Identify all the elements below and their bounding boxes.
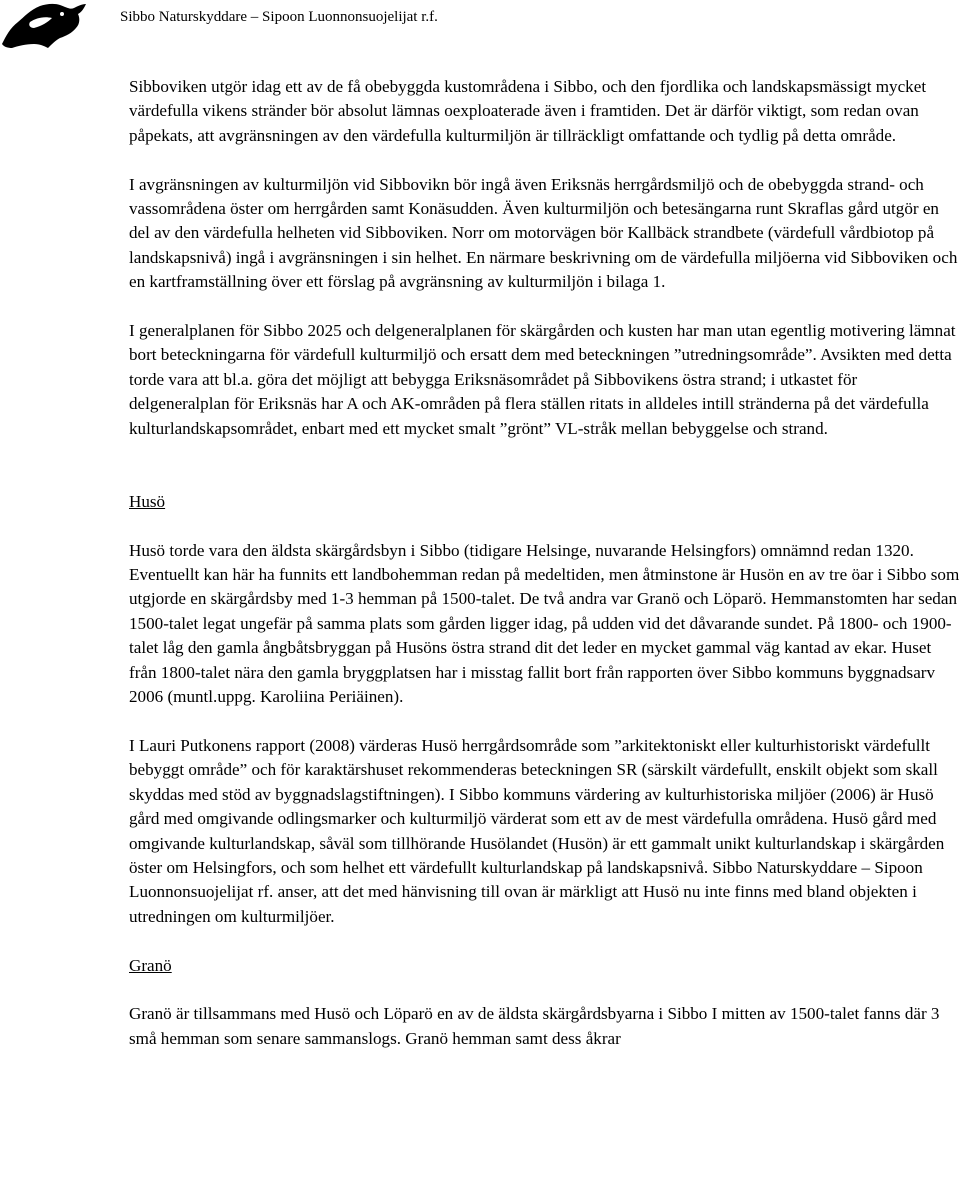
organization-logo-icon bbox=[0, 0, 88, 50]
paragraph-sibboviken-intro: Sibboviken utgör idag ett av de få obebyggda kustområdena i Sibbo, och den fjordlika och landskapsmässigt mycket värdefulla vikens stränder bör absolut lämnas oexploaterade även i framtiden. Det är därför viktigt, som redan ovan påpekats, att avgränsningen av den värdefulla kulturmiljön är tillräckligt omfattande och tydlig på detta område. bbox=[129, 77, 927, 145]
paragraph-spacer bbox=[129, 929, 960, 953]
section-spacer bbox=[129, 441, 960, 490]
paragraph-spacer bbox=[129, 978, 960, 1002]
paragraph-avgransning: I avgränsningen av kulturmiljön vid Sibbovikn bör ingå även Eriksnäs herrgårdsmiljö och de obebyggda strand- och vassområdena öster om herrgården samt Konäsudden. Även kulturmiljön och betesängarna runt Skraflas gård utgör en del av den värdefulla helheten vid Sibboviken. Norr om motorvägen bör Kallbäck strandbete (värdefull vårdbiotop på landskapsnivå) ingå i avgränsningen i sin helhet. En närmare beskrivning om de värdefulla miljöerna vid Sibboviken och en kartframställning över ett förslag på avgränsning av kulturmiljön i bilaga 1. bbox=[129, 174, 958, 292]
organization-name: Sibbo Naturskyddare – Sipoon Luonnonsuojelijat r.f. bbox=[120, 9, 438, 25]
paragraph-spacer bbox=[129, 514, 960, 538]
paragraph-huso-history: Husö torde vara den äldsta skärgårdsbyn i Sibbo (tidigare Helsinge, nuvarande Helsingfors) omnämnd redan 1320. Eventuellt kan här ha funnits ett landbohemman redan på medeltiden, men åtminstone är Husön en av tre öar i Sibbo som utgjorde en skärgårdsby med 1-3 hemman på 1500-talet. De två andra var Granö och Löparö. Hemmanstomten har sedan 1500-talet legat ungefär på samma plats som gården ligger idag, på udden vid det dåvarande sundet. På 1800- och 1900-talet låg den gamla ångbåtsbryggan på Husöns östra strand dit det leder en mycket gammal väg kantad av ekar. Huset från 1800-talet nära den gamla bryggplatsen har i misstag fallit bort från rapporten över Sibbo kommuns byggnadsarv 2006 (muntl.uppg. Karoliina Periäinen). bbox=[129, 540, 960, 707]
paragraph-huso-valuation: I Lauri Putkonens rapport (2008) värderas Husö herrgårdsområde som ”arkitektoniskt eller kulturhistoriskt värdefullt bebyggt område” och för karaktärshuset rekommenderas beteckningen SR (särskilt värdefullt, enskilt objekt som skall skyddas med stöd av byggnadslagstiftningen). I Sibbo kommuns värdering av kulturhistoriska miljöer (2006) är Husö gård med omgivande odlingsmarker och kulturmiljö värderat som ett av de mest värdefulla områdena. Husö gård med omgivande kulturlandskap, såväl som tillhörande Husölandet (Husön) är ett gammalt unikt kulturlandskap i skärgården öster om Helsingfors, och som helhet ett värdefullt kulturlandskap på landskapsnivå. Sibbo Naturskyddare – Sipoon Luonnonsuojelijat rf. anser, att det med hänvisning till ovan är märkligt att Husö nu inte finns med bland objekten i utredningen om kulturmiljöer. bbox=[129, 735, 945, 926]
paragraph-grano-history: Granö är tillsammans med Husö och Löparö en av de äldsta skärgårdsbyarna i Sibbo I mitten av 1500-talet fanns där 3 små hemman som senare sammanslogs. Granö hemman samt dess åkrar bbox=[129, 1004, 940, 1048]
section-heading-grano: Granö bbox=[129, 955, 172, 975]
section-heading-huso: Husö bbox=[129, 491, 166, 511]
paragraph-spacer bbox=[129, 295, 960, 319]
paragraph-generalplan: I generalplanen för Sibbo 2025 och delgeneralplanen för skärgården och kusten har man utan egentlig motivering lämnat bort beteckningarna för värdefull kulturmiljö och ersatt dem med beteckningen ”utredningsområde”. Avsikten med detta torde vara att bl.a. göra det möjligt att bebygga Eriksnäsområdet på Sibbovikens östra strand; i utkastet för delgeneralplan för Eriksnäs har A och AK-områden på flera ställen ritats in alldeles intill stränderna på det värdefulla kulturlandskapsområdet, enbart med ett mycket smalt ”grönt” VL-stråk mellan bebyggelse och strand. bbox=[129, 321, 956, 438]
document-body bbox=[129, 75, 960, 1051]
paragraph-spacer bbox=[129, 710, 960, 734]
paragraph-spacer bbox=[129, 148, 960, 172]
page-header bbox=[0, 0, 960, 50]
